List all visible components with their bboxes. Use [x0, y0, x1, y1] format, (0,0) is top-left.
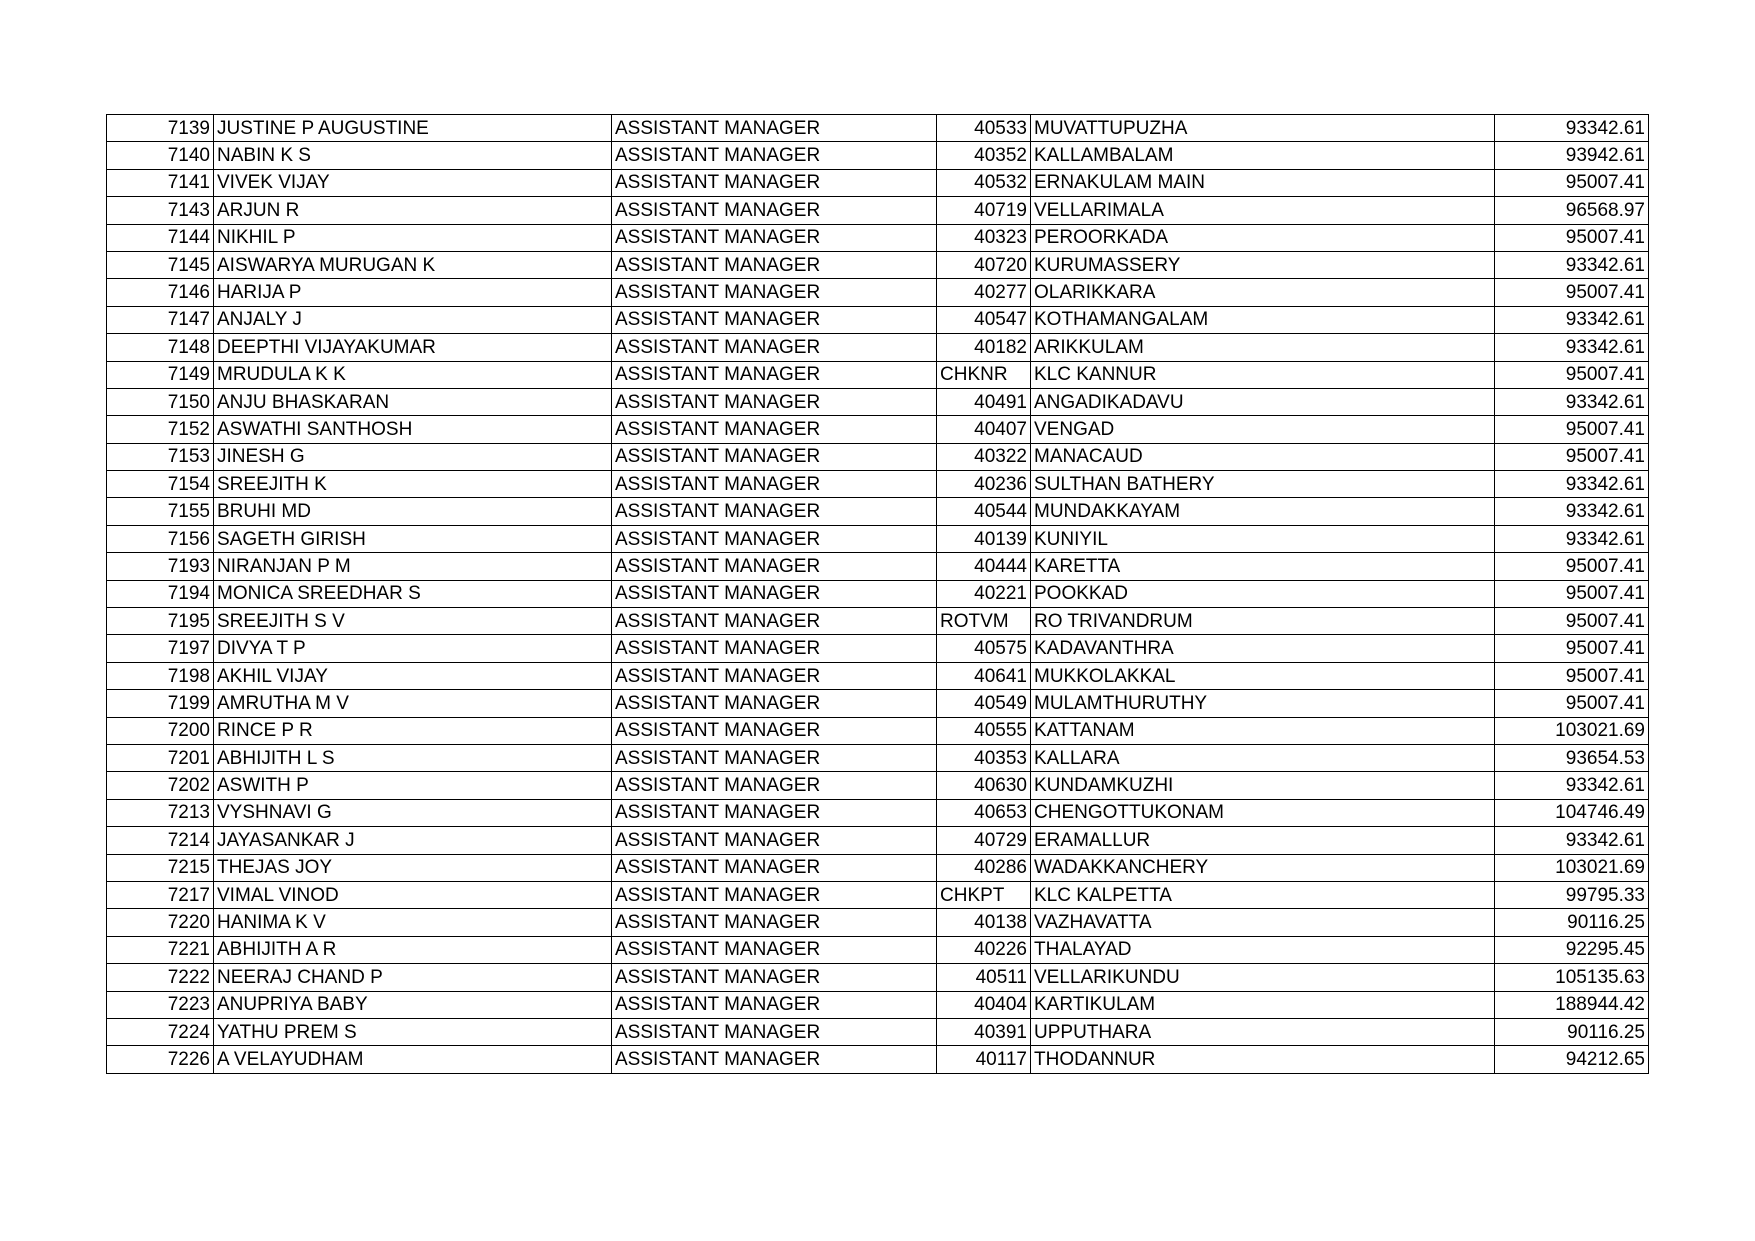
- amount-cell: 188944.42: [1495, 991, 1649, 1018]
- amount-cell: 93942.61: [1495, 142, 1649, 169]
- table-row: [107, 443, 1649, 470]
- employee-name-cell: JINESH G: [214, 443, 612, 470]
- amount-cell: 93342.61: [1495, 251, 1649, 278]
- employee-id-cell: 7147: [107, 306, 214, 333]
- employee-id-cell: 7202: [107, 772, 214, 799]
- employee-id-cell: 7198: [107, 662, 214, 689]
- branch-name-cell: VENGAD: [1031, 416, 1495, 443]
- branch-name-cell: KADAVANTHRA: [1031, 635, 1495, 662]
- designation-cell: ASSISTANT MANAGER: [612, 744, 937, 771]
- branch-code-cell: 40391: [937, 1018, 1031, 1045]
- branch-code-cell: 40491: [937, 388, 1031, 415]
- amount-cell: 93342.61: [1495, 115, 1649, 142]
- table-row: [107, 169, 1649, 196]
- table-row: [107, 936, 1649, 963]
- employee-id-cell: 7221: [107, 936, 214, 963]
- branch-name-cell: POOKKAD: [1031, 580, 1495, 607]
- branch-name-cell: KALLAMBALAM: [1031, 142, 1495, 169]
- amount-cell: 95007.41: [1495, 580, 1649, 607]
- branch-name-cell: CHENGOTTUKONAM: [1031, 799, 1495, 826]
- branch-code-cell: 40226: [937, 936, 1031, 963]
- employee-id-cell: 7199: [107, 690, 214, 717]
- branch-code-cell: 40511: [937, 964, 1031, 991]
- branch-code-cell: 40322: [937, 443, 1031, 470]
- designation-cell: ASSISTANT MANAGER: [612, 717, 937, 744]
- branch-code-cell: 40575: [937, 635, 1031, 662]
- employee-name-cell: ARJUN R: [214, 197, 612, 224]
- designation-cell: ASSISTANT MANAGER: [612, 854, 937, 881]
- designation-cell: ASSISTANT MANAGER: [612, 580, 937, 607]
- amount-cell: 99795.33: [1495, 881, 1649, 908]
- branch-code-cell: 40353: [937, 744, 1031, 771]
- designation-cell: ASSISTANT MANAGER: [612, 525, 937, 552]
- amount-cell: 103021.69: [1495, 854, 1649, 881]
- table-row: [107, 608, 1649, 635]
- branch-name-cell: UPPUTHARA: [1031, 1018, 1495, 1045]
- branch-name-cell: VAZHAVATTA: [1031, 909, 1495, 936]
- table-row: [107, 498, 1649, 525]
- employee-name-cell: BRUHI MD: [214, 498, 612, 525]
- branch-name-cell: KARETTA: [1031, 553, 1495, 580]
- employee-id-cell: 7195: [107, 608, 214, 635]
- table-row: [107, 142, 1649, 169]
- designation-cell: ASSISTANT MANAGER: [612, 690, 937, 717]
- employee-name-cell: NIKHIL P: [214, 224, 612, 251]
- branch-code-cell: 40555: [937, 717, 1031, 744]
- amount-cell: 95007.41: [1495, 169, 1649, 196]
- table-row: [107, 635, 1649, 662]
- designation-cell: ASSISTANT MANAGER: [612, 799, 937, 826]
- table-row: [107, 1018, 1649, 1045]
- employee-name-cell: ANJALY J: [214, 306, 612, 333]
- employee-id-cell: 7154: [107, 471, 214, 498]
- table-row: [107, 1046, 1649, 1073]
- branch-name-cell: MUKKOLAKKAL: [1031, 662, 1495, 689]
- table-row: [107, 909, 1649, 936]
- table-row: [107, 306, 1649, 333]
- designation-cell: ASSISTANT MANAGER: [612, 388, 937, 415]
- branch-code-cell: 40719: [937, 197, 1031, 224]
- employee-name-cell: AKHIL VIJAY: [214, 662, 612, 689]
- branch-code-cell: 40117: [937, 1046, 1031, 1073]
- branch-name-cell: KARTIKULAM: [1031, 991, 1495, 1018]
- employee-name-cell: NEERAJ CHAND P: [214, 964, 612, 991]
- employee-id-cell: 7139: [107, 115, 214, 142]
- table-row: [107, 772, 1649, 799]
- table-row: [107, 964, 1649, 991]
- amount-cell: 105135.63: [1495, 964, 1649, 991]
- amount-cell: 95007.41: [1495, 443, 1649, 470]
- employee-id-cell: 7141: [107, 169, 214, 196]
- designation-cell: ASSISTANT MANAGER: [612, 1046, 937, 1073]
- employee-name-cell: MONICA SREEDHAR S: [214, 580, 612, 607]
- amount-cell: 94212.65: [1495, 1046, 1649, 1073]
- table-row: [107, 991, 1649, 1018]
- employee-id-cell: 7217: [107, 881, 214, 908]
- branch-code-cell: ROTVM: [937, 608, 1031, 635]
- table-row: [107, 471, 1649, 498]
- employee-id-cell: 7150: [107, 388, 214, 415]
- employee-id-cell: 7145: [107, 251, 214, 278]
- employee-name-cell: YATHU PREM S: [214, 1018, 612, 1045]
- designation-cell: ASSISTANT MANAGER: [612, 991, 937, 1018]
- employee-name-cell: SAGETH GIRISH: [214, 525, 612, 552]
- amount-cell: 90116.25: [1495, 909, 1649, 936]
- employee-name-cell: AMRUTHA M V: [214, 690, 612, 717]
- branch-code-cell: 40641: [937, 662, 1031, 689]
- designation-cell: ASSISTANT MANAGER: [612, 279, 937, 306]
- branch-code-cell: 40720: [937, 251, 1031, 278]
- designation-cell: ASSISTANT MANAGER: [612, 881, 937, 908]
- employee-id-cell: 7193: [107, 553, 214, 580]
- branch-name-cell: KLC KALPETTA: [1031, 881, 1495, 908]
- designation-cell: ASSISTANT MANAGER: [612, 635, 937, 662]
- branch-code-cell: 40352: [937, 142, 1031, 169]
- table-row: [107, 224, 1649, 251]
- designation-cell: ASSISTANT MANAGER: [612, 115, 937, 142]
- amount-cell: 95007.41: [1495, 361, 1649, 388]
- employee-id-cell: 7224: [107, 1018, 214, 1045]
- designation-cell: ASSISTANT MANAGER: [612, 772, 937, 799]
- designation-cell: ASSISTANT MANAGER: [612, 662, 937, 689]
- branch-name-cell: MUNDAKKAYAM: [1031, 498, 1495, 525]
- amount-cell: 95007.41: [1495, 279, 1649, 306]
- employee-name-cell: ANJU BHASKARAN: [214, 388, 612, 415]
- employee-id-cell: 7200: [107, 717, 214, 744]
- employee-name-cell: VIVEK VIJAY: [214, 169, 612, 196]
- employee-name-cell: VIMAL VINOD: [214, 881, 612, 908]
- employee-name-cell: ABHIJITH A R: [214, 936, 612, 963]
- employee-id-cell: 7146: [107, 279, 214, 306]
- branch-code-cell: 40182: [937, 334, 1031, 361]
- employee-name-cell: A VELAYUDHAM: [214, 1046, 612, 1073]
- employee-name-cell: DEEPTHI VIJAYAKUMAR: [214, 334, 612, 361]
- table-row: [107, 416, 1649, 443]
- table-row: [107, 799, 1649, 826]
- branch-code-cell: 40221: [937, 580, 1031, 607]
- designation-cell: ASSISTANT MANAGER: [612, 306, 937, 333]
- designation-cell: ASSISTANT MANAGER: [612, 471, 937, 498]
- branch-code-cell: 40444: [937, 553, 1031, 580]
- employee-name-cell: JUSTINE P AUGUSTINE: [214, 115, 612, 142]
- branch-name-cell: WADAKKANCHERY: [1031, 854, 1495, 881]
- branch-name-cell: ANGADIKADAVU: [1031, 388, 1495, 415]
- branch-code-cell: 40286: [937, 854, 1031, 881]
- amount-cell: 95007.41: [1495, 662, 1649, 689]
- amount-cell: 104746.49: [1495, 799, 1649, 826]
- employee-id-cell: 7156: [107, 525, 214, 552]
- branch-code-cell: 40138: [937, 909, 1031, 936]
- table-row: [107, 744, 1649, 771]
- table-row: [107, 388, 1649, 415]
- amount-cell: 96568.97: [1495, 197, 1649, 224]
- branch-name-cell: KUNIYIL: [1031, 525, 1495, 552]
- designation-cell: ASSISTANT MANAGER: [612, 1018, 937, 1045]
- table-row: [107, 717, 1649, 744]
- branch-name-cell: VELLARIKUNDU: [1031, 964, 1495, 991]
- branch-name-cell: KATTANAM: [1031, 717, 1495, 744]
- branch-code-cell: CHKNR: [937, 361, 1031, 388]
- employee-id-cell: 7153: [107, 443, 214, 470]
- table-row: [107, 690, 1649, 717]
- branch-code-cell: 40547: [937, 306, 1031, 333]
- branch-name-cell: KLC KANNUR: [1031, 361, 1495, 388]
- employee-name-cell: NIRANJAN P M: [214, 553, 612, 580]
- branch-name-cell: THODANNUR: [1031, 1046, 1495, 1073]
- designation-cell: ASSISTANT MANAGER: [612, 251, 937, 278]
- employee-id-cell: 7226: [107, 1046, 214, 1073]
- amount-cell: 95007.41: [1495, 608, 1649, 635]
- branch-name-cell: ERNAKULAM MAIN: [1031, 169, 1495, 196]
- branch-name-cell: KURUMASSERY: [1031, 251, 1495, 278]
- employee-name-cell: ASWITH P: [214, 772, 612, 799]
- branch-code-cell: 40404: [937, 991, 1031, 1018]
- table-row: [107, 854, 1649, 881]
- branch-code-cell: 40407: [937, 416, 1031, 443]
- employee-name-cell: JAYASANKAR J: [214, 827, 612, 854]
- designation-cell: ASSISTANT MANAGER: [612, 909, 937, 936]
- amount-cell: 93342.61: [1495, 471, 1649, 498]
- amount-cell: 93342.61: [1495, 306, 1649, 333]
- employee-id-cell: 7214: [107, 827, 214, 854]
- table-row: [107, 662, 1649, 689]
- table-row: [107, 881, 1649, 908]
- amount-cell: 93654.53: [1495, 744, 1649, 771]
- branch-code-cell: 40729: [937, 827, 1031, 854]
- employee-id-cell: 7144: [107, 224, 214, 251]
- table-row: [107, 279, 1649, 306]
- amount-cell: 103021.69: [1495, 717, 1649, 744]
- branch-name-cell: MANACAUD: [1031, 443, 1495, 470]
- amount-cell: 93342.61: [1495, 772, 1649, 799]
- branch-code-cell: 40236: [937, 471, 1031, 498]
- table-row: [107, 115, 1649, 142]
- designation-cell: ASSISTANT MANAGER: [612, 224, 937, 251]
- branch-code-cell: CHKPT: [937, 881, 1031, 908]
- employee-id-cell: 7149: [107, 361, 214, 388]
- branch-name-cell: VELLARIMALA: [1031, 197, 1495, 224]
- employee-id-cell: 7222: [107, 964, 214, 991]
- branch-name-cell: RO TRIVANDRUM: [1031, 608, 1495, 635]
- branch-code-cell: 40549: [937, 690, 1031, 717]
- branch-code-cell: 40653: [937, 799, 1031, 826]
- branch-name-cell: KOTHAMANGALAM: [1031, 306, 1495, 333]
- designation-cell: ASSISTANT MANAGER: [612, 553, 937, 580]
- branch-name-cell: ARIKKULAM: [1031, 334, 1495, 361]
- employee-id-cell: 7194: [107, 580, 214, 607]
- table-row: [107, 197, 1649, 224]
- employee-id-cell: 7140: [107, 142, 214, 169]
- employee-name-cell: DIVYA T P: [214, 635, 612, 662]
- amount-cell: 93342.61: [1495, 388, 1649, 415]
- branch-name-cell: MUVATTUPUZHA: [1031, 115, 1495, 142]
- table-row: [107, 334, 1649, 361]
- employee-id-cell: 7143: [107, 197, 214, 224]
- amount-cell: 95007.41: [1495, 416, 1649, 443]
- designation-cell: ASSISTANT MANAGER: [612, 334, 937, 361]
- employee-name-cell: THEJAS JOY: [214, 854, 612, 881]
- branch-name-cell: PEROORKADA: [1031, 224, 1495, 251]
- employee-name-cell: ABHIJITH L S: [214, 744, 612, 771]
- table-row: [107, 251, 1649, 278]
- employee-id-cell: 7201: [107, 744, 214, 771]
- employee-name-cell: HARIJA P: [214, 279, 612, 306]
- table-row: [107, 361, 1649, 388]
- employee-id-cell: 7197: [107, 635, 214, 662]
- branch-code-cell: 40533: [937, 115, 1031, 142]
- branch-code-cell: 40323: [937, 224, 1031, 251]
- amount-cell: 93342.61: [1495, 827, 1649, 854]
- employee-table: [106, 114, 1649, 1074]
- designation-cell: ASSISTANT MANAGER: [612, 936, 937, 963]
- designation-cell: ASSISTANT MANAGER: [612, 142, 937, 169]
- branch-name-cell: MULAMTHURUTHY: [1031, 690, 1495, 717]
- employee-id-cell: 7155: [107, 498, 214, 525]
- amount-cell: 93342.61: [1495, 334, 1649, 361]
- amount-cell: 95007.41: [1495, 224, 1649, 251]
- employee-name-cell: AISWARYA MURUGAN K: [214, 251, 612, 278]
- employee-id-cell: 7220: [107, 909, 214, 936]
- branch-name-cell: KALLARA: [1031, 744, 1495, 771]
- branch-name-cell: OLARIKKARA: [1031, 279, 1495, 306]
- employee-name-cell: MRUDULA K K: [214, 361, 612, 388]
- amount-cell: 95007.41: [1495, 553, 1649, 580]
- designation-cell: ASSISTANT MANAGER: [612, 827, 937, 854]
- branch-code-cell: 40630: [937, 772, 1031, 799]
- employee-table-body: [107, 115, 1649, 1074]
- amount-cell: 95007.41: [1495, 635, 1649, 662]
- branch-code-cell: 40544: [937, 498, 1031, 525]
- table-row: [107, 580, 1649, 607]
- branch-code-cell: 40532: [937, 169, 1031, 196]
- branch-name-cell: THALAYAD: [1031, 936, 1495, 963]
- designation-cell: ASSISTANT MANAGER: [612, 416, 937, 443]
- employee-name-cell: HANIMA K V: [214, 909, 612, 936]
- employee-id-cell: 7148: [107, 334, 214, 361]
- employee-id-cell: 7215: [107, 854, 214, 881]
- designation-cell: ASSISTANT MANAGER: [612, 964, 937, 991]
- designation-cell: ASSISTANT MANAGER: [612, 197, 937, 224]
- employee-id-cell: 7223: [107, 991, 214, 1018]
- amount-cell: 90116.25: [1495, 1018, 1649, 1045]
- designation-cell: ASSISTANT MANAGER: [612, 443, 937, 470]
- designation-cell: ASSISTANT MANAGER: [612, 361, 937, 388]
- branch-name-cell: KUNDAMKUZHI: [1031, 772, 1495, 799]
- employee-name-cell: SREEJITH S V: [214, 608, 612, 635]
- employee-id-cell: 7213: [107, 799, 214, 826]
- employee-name-cell: NABIN K S: [214, 142, 612, 169]
- amount-cell: 93342.61: [1495, 525, 1649, 552]
- branch-name-cell: SULTHAN BATHERY: [1031, 471, 1495, 498]
- employee-name-cell: VYSHNAVI G: [214, 799, 612, 826]
- table-row: [107, 827, 1649, 854]
- branch-name-cell: ERAMALLUR: [1031, 827, 1495, 854]
- table-row: [107, 553, 1649, 580]
- designation-cell: ASSISTANT MANAGER: [612, 169, 937, 196]
- designation-cell: ASSISTANT MANAGER: [612, 498, 937, 525]
- employee-id-cell: 7152: [107, 416, 214, 443]
- employee-name-cell: ASWATHI SANTHOSH: [214, 416, 612, 443]
- amount-cell: 92295.45: [1495, 936, 1649, 963]
- branch-code-cell: 40139: [937, 525, 1031, 552]
- amount-cell: 95007.41: [1495, 690, 1649, 717]
- employee-name-cell: RINCE P R: [214, 717, 612, 744]
- employee-name-cell: SREEJITH K: [214, 471, 612, 498]
- branch-code-cell: 40277: [937, 279, 1031, 306]
- table-row: [107, 525, 1649, 552]
- designation-cell: ASSISTANT MANAGER: [612, 608, 937, 635]
- amount-cell: 93342.61: [1495, 498, 1649, 525]
- employee-name-cell: ANUPRIYA BABY: [214, 991, 612, 1018]
